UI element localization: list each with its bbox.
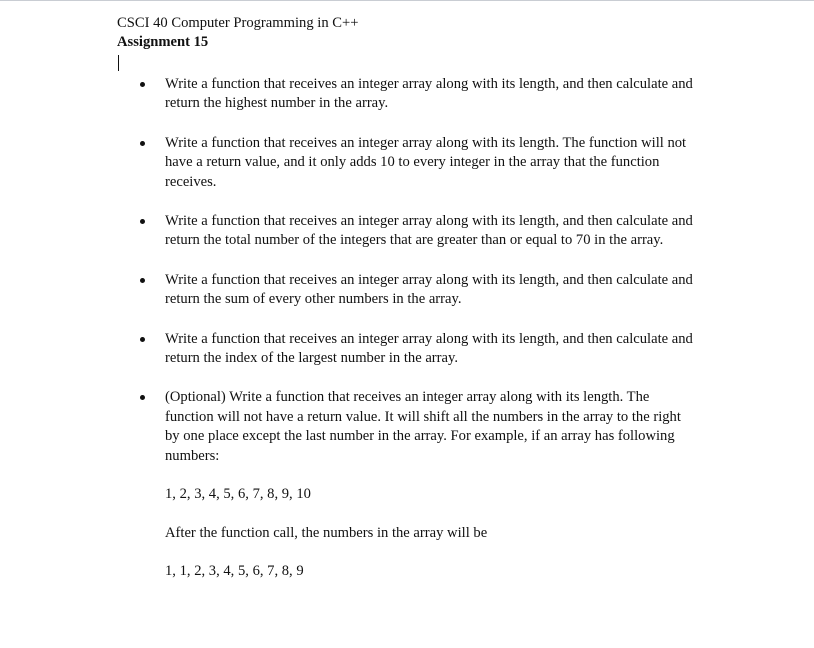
bullet-icon	[140, 395, 145, 400]
assignment-heading: Assignment 15	[117, 34, 209, 50]
task-list	[117, 75, 707, 601]
text-cursor	[118, 55, 119, 71]
list-item	[117, 212, 693, 251]
list-item	[117, 134, 693, 192]
bullet-icon	[140, 278, 145, 283]
list-item	[117, 271, 693, 310]
task-text: Write a function that receives an integer array along with its length, and then calculate and return the index of the largest number in the array.	[165, 330, 693, 367]
top-border	[0, 0, 814, 1]
document-title: CSCI 40 Computer Programming in C++	[117, 15, 359, 31]
task-text: Write a function that receives an integer array along with its length. The function will not have a return value, and it only adds 10 to every integer in the array that the function receives.	[165, 134, 687, 190]
list-item	[117, 330, 693, 369]
task-text: Write a function that receives an integer array along with its length, and then calculate and return the sum of every other numbers in the array.	[165, 271, 693, 308]
example-caption: After the function call, the numbers in the array will be	[165, 524, 488, 541]
bullet-icon	[140, 141, 145, 146]
task-text: Write a function that receives an integer array along with its length, and then calculate and return the highest number in the array.	[165, 76, 693, 112]
list-item	[117, 388, 693, 581]
example-array-before: 1, 2, 3, 4, 5, 6, 7, 8, 9, 10	[165, 486, 311, 503]
list-item	[117, 75, 693, 114]
bullet-icon	[140, 82, 145, 87]
document-page[interactable]	[117, 14, 707, 579]
bullet-icon	[140, 219, 145, 224]
example-array-after: 1, 1, 2, 3, 4, 5, 6, 7, 8, 9	[165, 562, 304, 579]
bullet-icon	[140, 337, 145, 342]
task-text: Write a function that receives an integer array along with its length, and then calculate and return the total number of the integers that are greater than or equal to 70 in the array.	[165, 213, 693, 249]
task-text: (Optional) Write a function that receives an integer array along with its length. The function will not have a return value. It will shift all the numbers in the array to the right by one place except the last number in the array. For example, if an array has following numbers:	[165, 389, 681, 464]
